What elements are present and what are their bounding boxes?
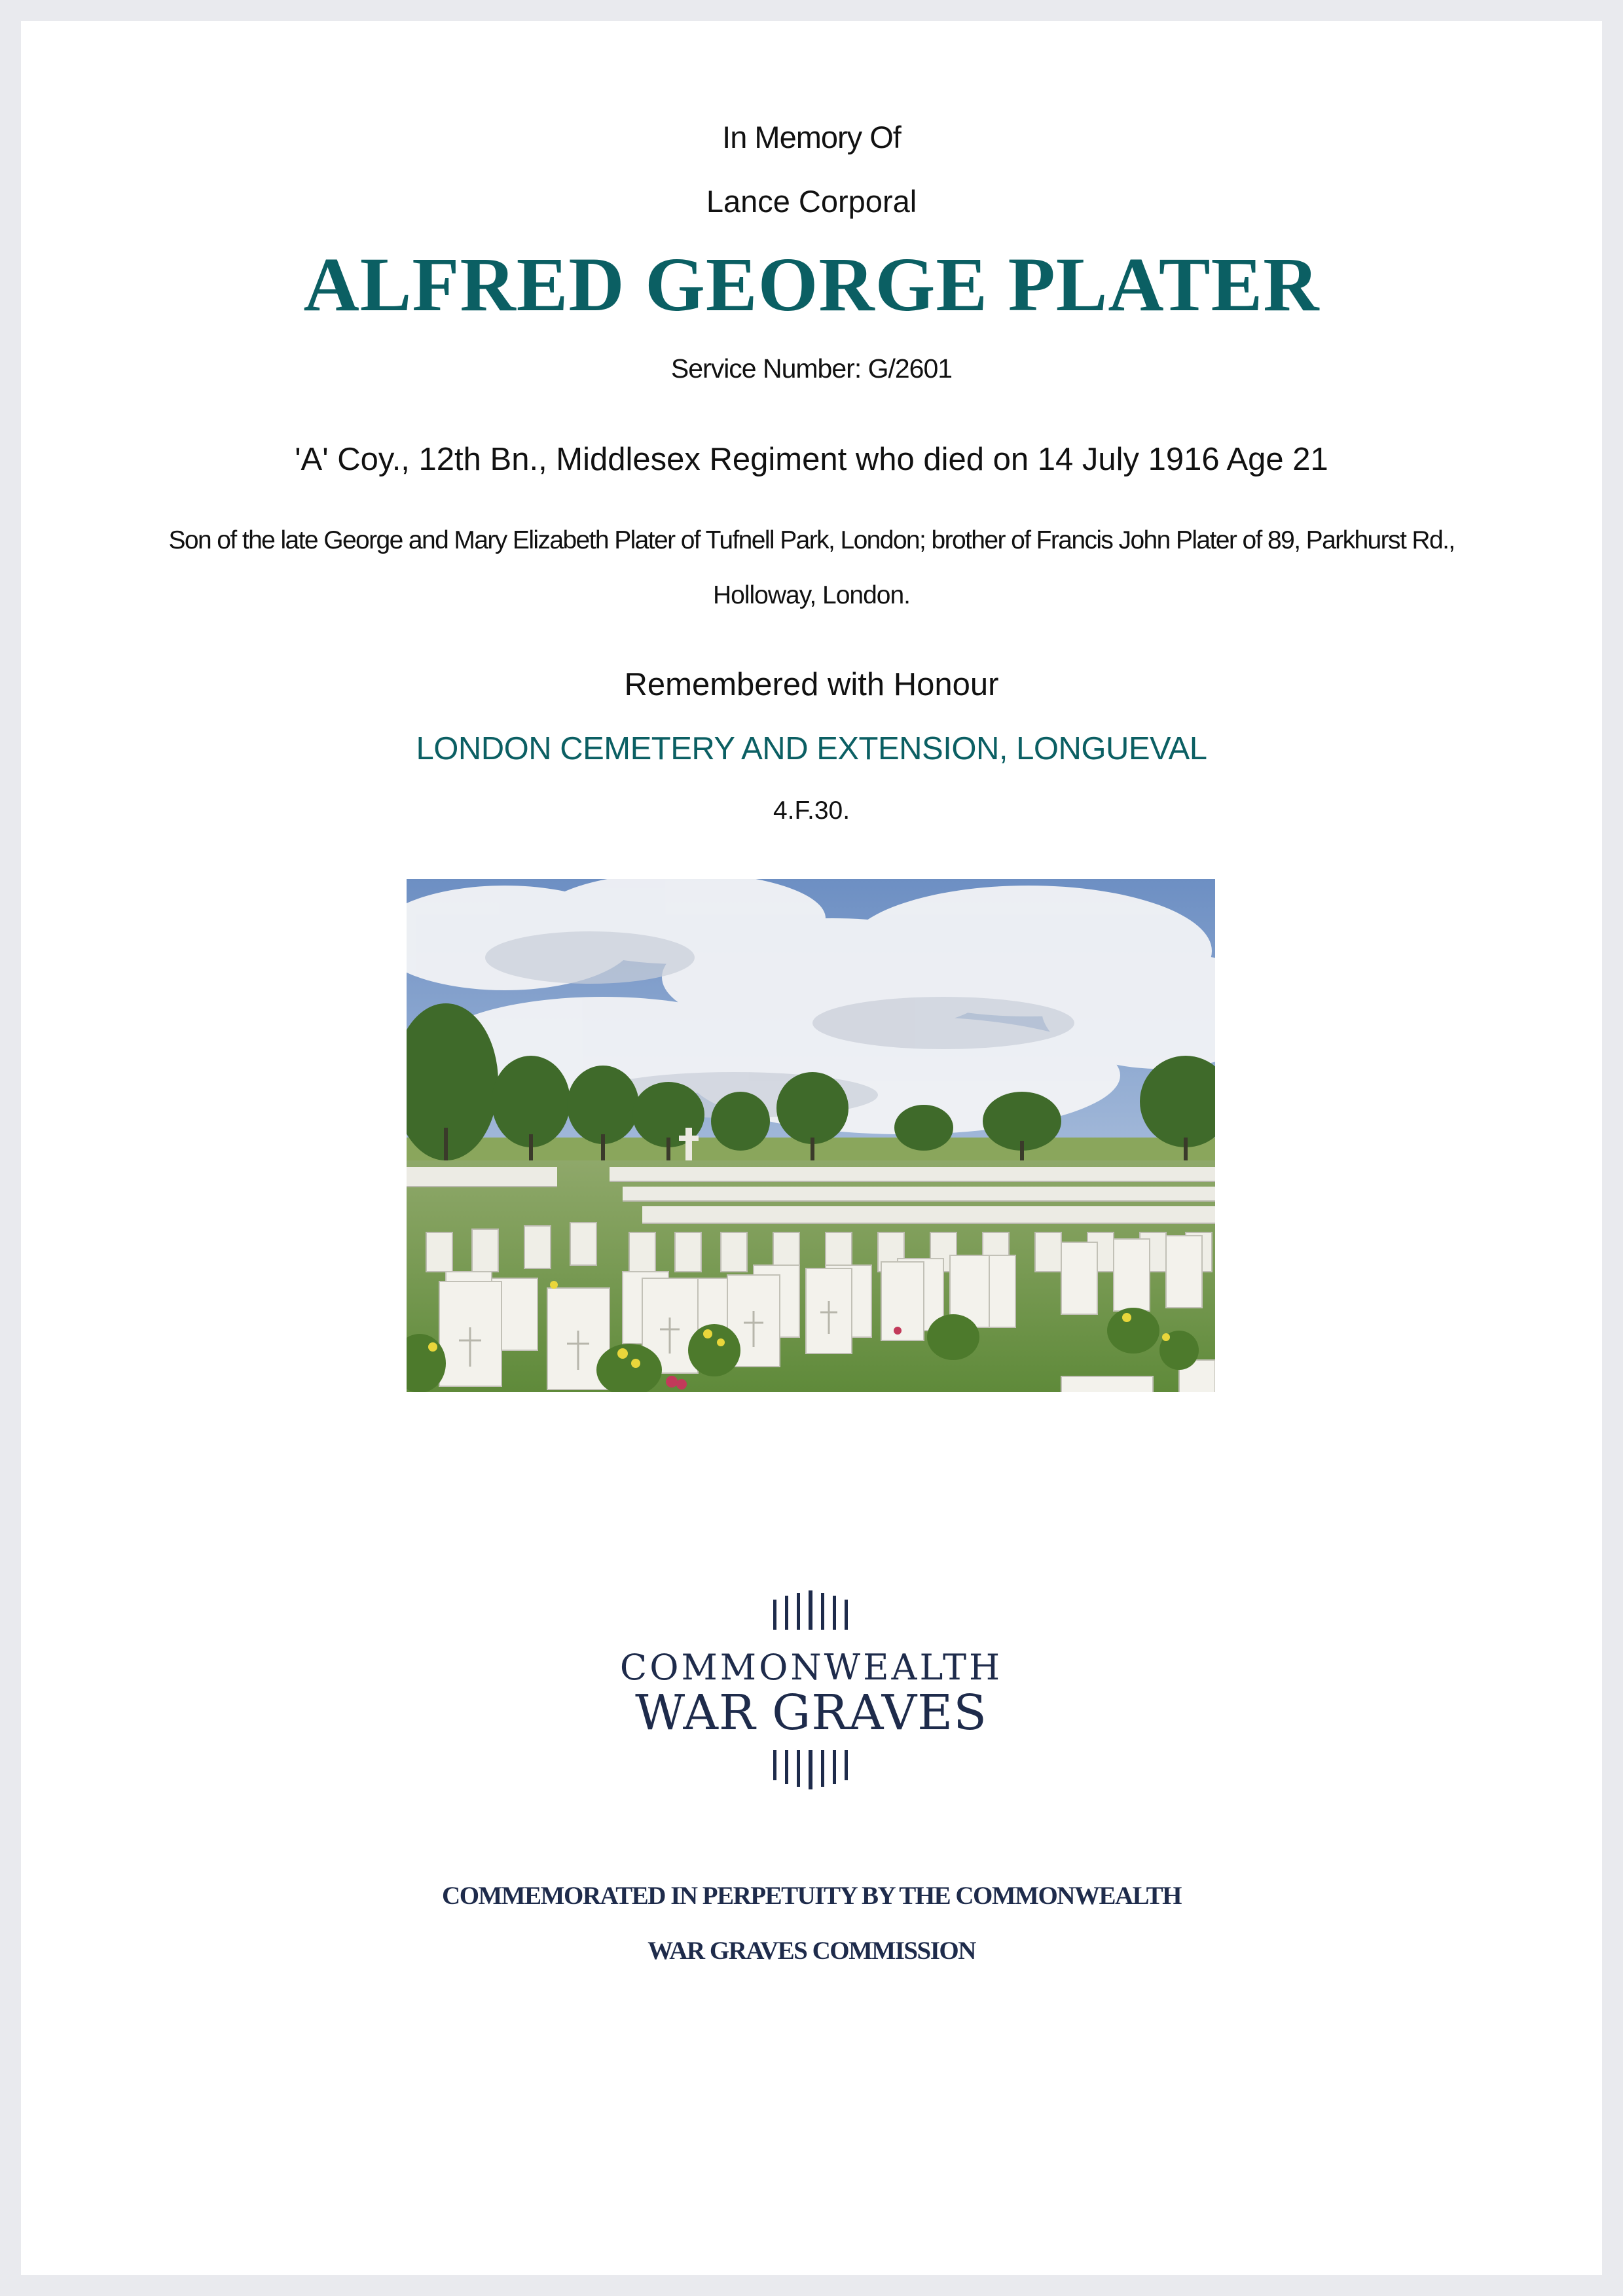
certificate-page <box>21 21 1602 2275</box>
family-info-line2: Holloway, London. <box>713 581 910 609</box>
logo-bars-bottom-icon <box>608 1750 1014 1789</box>
logo-line1: COMMONWEALTH <box>619 1647 1003 1688</box>
grave-reference: 4.F.30. <box>773 797 850 825</box>
cemetery-photo <box>407 879 1215 1392</box>
logo-bars-top-icon <box>608 1590 1014 1630</box>
cemetery-name: LONDON CEMETERY AND EXTENSION, LONGUEVAL <box>416 731 1207 766</box>
family-info-line1: Son of the late George and Mary Elizabeth Plater of Tufnell Park, London; brother of Francis John Plater of 89, Parkhurst Rd., <box>168 526 1455 554</box>
service-number: Service Number: G/2601 <box>670 353 953 384</box>
unit-and-death-line: 'A' Coy., 12th Bn., Middlesex Regiment who died on 14 July 1916 Age 21 <box>295 442 1328 477</box>
remembered-with-honour: Remembered with Honour <box>624 667 999 702</box>
commemoration-line1: COMMEMORATED IN PERPETUITY BY THE COMMONWEALTH <box>442 1882 1181 1910</box>
commemoration-line2: WAR GRAVES COMMISSION <box>647 1937 976 1965</box>
rank-label: Lance Corporal <box>706 184 917 219</box>
logo-line2: WAR GRAVES <box>635 1685 987 1741</box>
in-memory-heading: In Memory Of <box>722 120 901 154</box>
soldier-name: ALFRED GEORGE PLATER <box>303 242 1320 327</box>
cwgc-logo <box>608 1573 1014 1809</box>
